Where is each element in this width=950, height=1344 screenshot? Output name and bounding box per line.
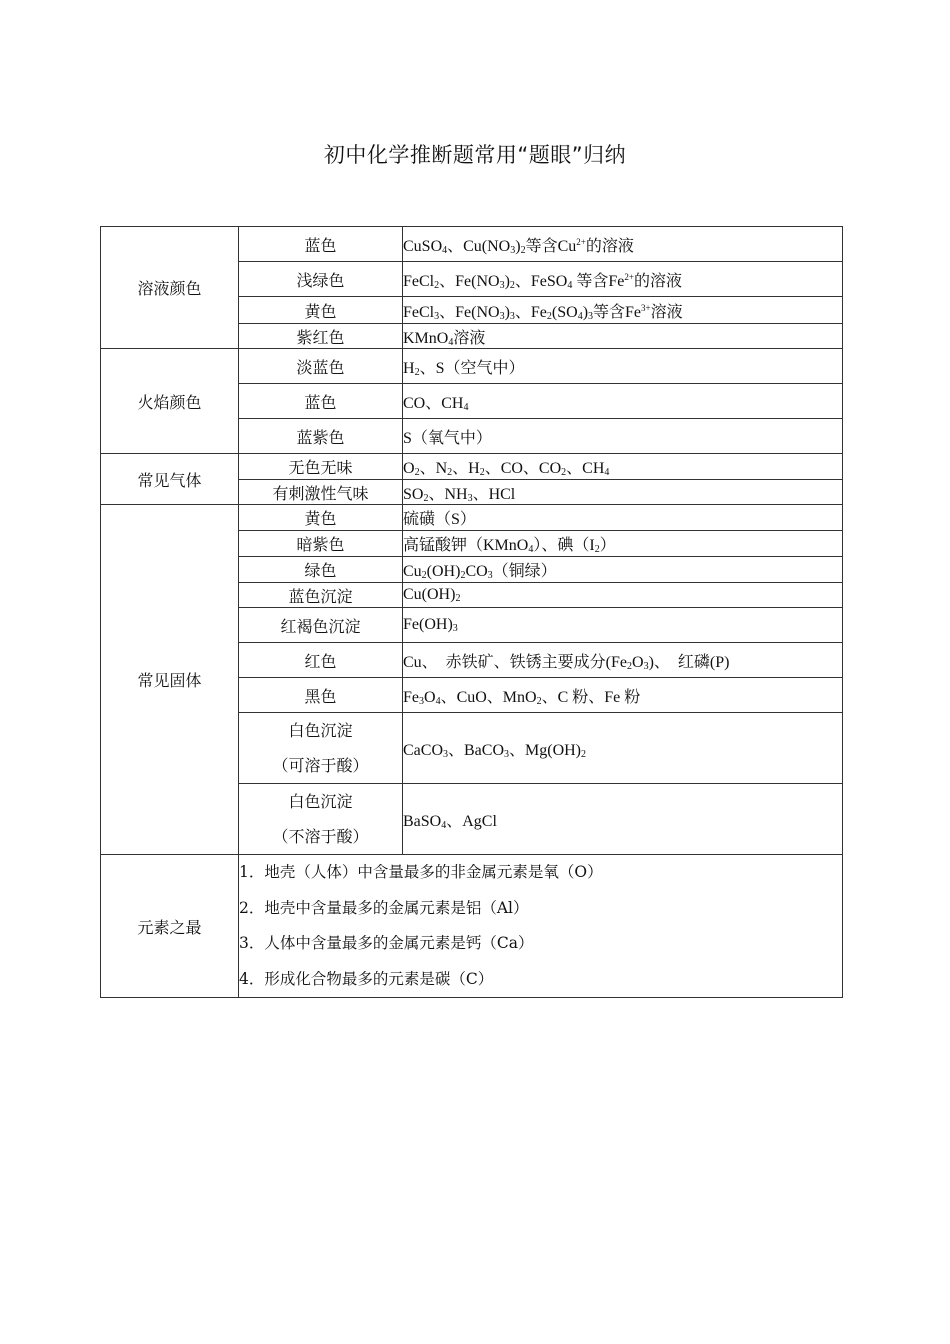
property-cell: 黄色 xyxy=(239,297,403,324)
category-solution-colors: 溶液颜色 xyxy=(101,227,239,349)
table-row xyxy=(101,855,843,998)
value-cell: FeCl$_3$、$Fe(NO_3)_3$、$Fe_2(SO_4)_3$等含$Fe^{3+}$溶液 xyxy=(403,297,843,324)
property-cell: 红褐色沉淀 xyxy=(239,608,403,643)
list-item: 1．地壳（人体）中含量最多的非金属元素是氧（O） xyxy=(239,863,603,881)
property-cell: 无色无味 xyxy=(239,454,403,480)
category-common-gases: 常见气体 xyxy=(101,454,239,505)
page-title: 初中化学推断题常用“题眼”归纳 xyxy=(323,143,627,167)
property-line: 白色沉淀 xyxy=(288,792,353,811)
value-cell: KMnO$_4$溶液 xyxy=(403,324,843,349)
property-line: 白色沉淀 xyxy=(288,721,353,740)
list-item: 3．人体中含量最多的金属元素是钙（Ca） xyxy=(239,934,534,952)
value-cell: $SO_2$、$NH_3$、HCl xyxy=(403,480,843,505)
property-cell: 淡蓝色 xyxy=(239,349,403,384)
value-cell: Cu、 赤铁矿、铁锈主要成分$(Fe_2O_3)$、 红磷(P) xyxy=(403,643,843,678)
value-cell: $H_2$、S（空气中） xyxy=(403,349,843,384)
value-cell: 高锰酸钾（KMnO$_4$）、碘$(I_2)$ xyxy=(403,531,843,557)
table-row xyxy=(101,454,843,480)
value-cell: 硫磺（S） xyxy=(403,505,843,531)
property-cell: 暗紫色 xyxy=(239,531,403,557)
property-cell: 绿色 xyxy=(239,557,403,583)
value-cell: S（氧气中） xyxy=(403,419,843,454)
property-cell: 紫红色 xyxy=(239,324,403,349)
property-cell: 蓝色沉淀 xyxy=(239,583,403,608)
property-cell: 有刺激性气味 xyxy=(239,480,403,505)
table-row xyxy=(101,349,843,384)
category-common-solids: 常见固体 xyxy=(101,505,239,855)
property-cell: 蓝紫色 xyxy=(239,419,403,454)
chem-clue-table xyxy=(100,226,843,998)
category-flame-colors: 火焰颜色 xyxy=(101,349,239,454)
property-line: （不溶于酸） xyxy=(272,827,369,846)
property-cell: 蓝色 xyxy=(239,227,403,262)
table-row xyxy=(101,227,843,262)
property-cell xyxy=(239,713,403,784)
table-row xyxy=(101,505,843,531)
value-cell: $Cu_2(OH)_2CO_3$（铜绿） xyxy=(403,557,843,583)
category-element-superlatives: 元素之最 xyxy=(101,855,239,998)
value-cell: $Cu(OH)_2$ xyxy=(403,583,843,608)
property-line: （可溶于酸） xyxy=(272,756,369,775)
value-cell: $Fe(OH)_3$ xyxy=(403,608,843,643)
list-item: 2．地壳中含量最多的金属元素是铝（Al） xyxy=(239,898,529,917)
value-cell: $Fe_3O_4$、CuO、MnO$_2$、C 粉、Fe 粉 xyxy=(403,678,843,713)
property-cell: 浅绿色 xyxy=(239,262,403,297)
value-cell: CO、$CH_4$ xyxy=(403,384,843,419)
value-cell: CuSO$_4$、$Cu(NO_3)_2$等含$Cu^{2+}$的溶液 xyxy=(403,227,843,262)
superlatives-list xyxy=(239,855,843,998)
property-cell: 黄色 xyxy=(239,505,403,531)
list-item: 4．形成化合物最多的元素是碳（C） xyxy=(239,969,494,988)
property-cell: 红色 xyxy=(239,643,403,678)
value-cell: $O_2$、$N_2$、$H_2$、CO、$CO_2$、$CH_4$ xyxy=(403,454,843,480)
property-cell: 黑色 xyxy=(239,678,403,713)
value-cell: CaCO$_3$、BaCO$_3$、$Mg(OH)_2$ xyxy=(403,713,843,784)
property-cell: 蓝色 xyxy=(239,384,403,419)
property-cell xyxy=(239,784,403,855)
value-cell: BaSO$_4$、AgCl xyxy=(403,784,843,855)
value-cell: FeCl$_2$、$Fe(NO_3)_2$、FeSO$_4$ 等含$Fe^{2+}$的溶液 xyxy=(403,262,843,297)
